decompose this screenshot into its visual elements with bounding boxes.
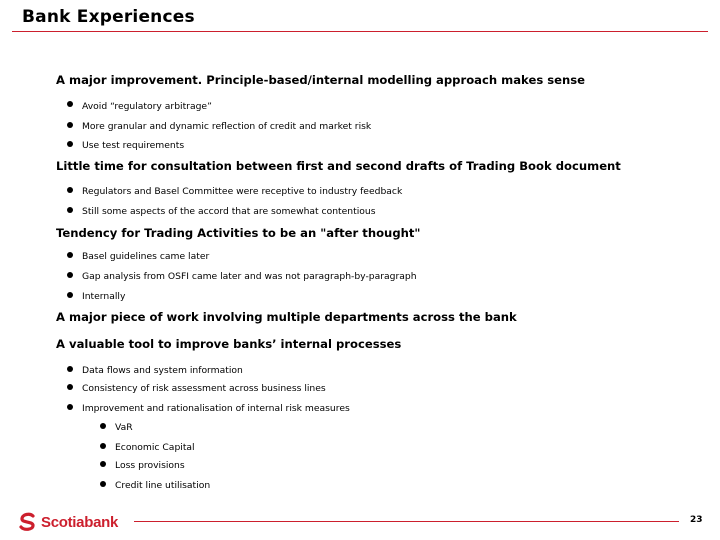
bullet-icon	[67, 366, 73, 372]
bullet-text: Internally	[82, 291, 126, 302]
sub-bullet-icon	[100, 443, 106, 449]
bullet-text: Still some aspects of the accord that are somewhat contentious	[82, 206, 376, 217]
bullet-icon	[67, 272, 73, 278]
sub-bullet-text: Credit line utilisation	[115, 480, 211, 491]
scotiabank-s-icon	[18, 512, 38, 532]
sub-bullet-text: Economic Capital	[115, 442, 195, 453]
bullet-text: Data flows and system information	[82, 365, 243, 376]
page-number: 23	[690, 515, 703, 525]
bullet-text: Regulators and Basel Committee were receptive to industry feedback	[82, 186, 403, 197]
logo-text: Scotiabank	[41, 513, 119, 531]
bullet-icon	[67, 122, 73, 128]
bullet-text: Gap analysis from OSFI came later and was not paragraph-by-paragraph	[82, 271, 417, 282]
bullet-icon	[67, 292, 73, 298]
bullet-icon	[67, 101, 73, 107]
bullet-text: Consistency of risk assessment across business lines	[82, 383, 326, 394]
bullet-icon	[67, 384, 73, 390]
bullet-text: Use test requirements	[82, 140, 185, 151]
title-divider	[12, 31, 708, 32]
bullet-icon	[67, 252, 73, 258]
bullet-text: More granular and dynamic reflection of credit and market risk	[82, 121, 372, 132]
bullet-icon	[67, 141, 73, 147]
section-heading: Tendency for Trading Activities to be an "after thought"	[56, 226, 421, 240]
bullet-icon	[67, 404, 73, 410]
bullet-text: Basel guidelines came later	[82, 251, 210, 262]
footer-divider	[134, 521, 679, 522]
bullet-icon	[67, 207, 73, 213]
page-title: Bank Experiences	[22, 7, 195, 27]
section-heading: A valuable tool to improve banks’ internal processes	[56, 337, 402, 351]
bullet-icon	[67, 187, 73, 193]
scotiabank-logo	[18, 512, 118, 532]
sub-bullet-icon	[100, 423, 106, 429]
sub-bullet-icon	[100, 461, 106, 467]
section-heading: A major piece of work involving multiple departments across the bank	[56, 310, 517, 324]
sub-bullet-text: Loss provisions	[115, 460, 185, 471]
bullet-text: Avoid “regulatory arbitrage”	[82, 101, 212, 112]
section-heading: Little time for consultation between first and second drafts of Trading Book document	[56, 159, 621, 173]
sub-bullet-icon	[100, 481, 106, 487]
bullet-text: Improvement and rationalisation of internal risk measures	[82, 403, 350, 414]
section-heading: A major improvement. Principle-based/internal modelling approach makes sense	[56, 73, 586, 87]
sub-bullet-text: VaR	[115, 422, 133, 433]
